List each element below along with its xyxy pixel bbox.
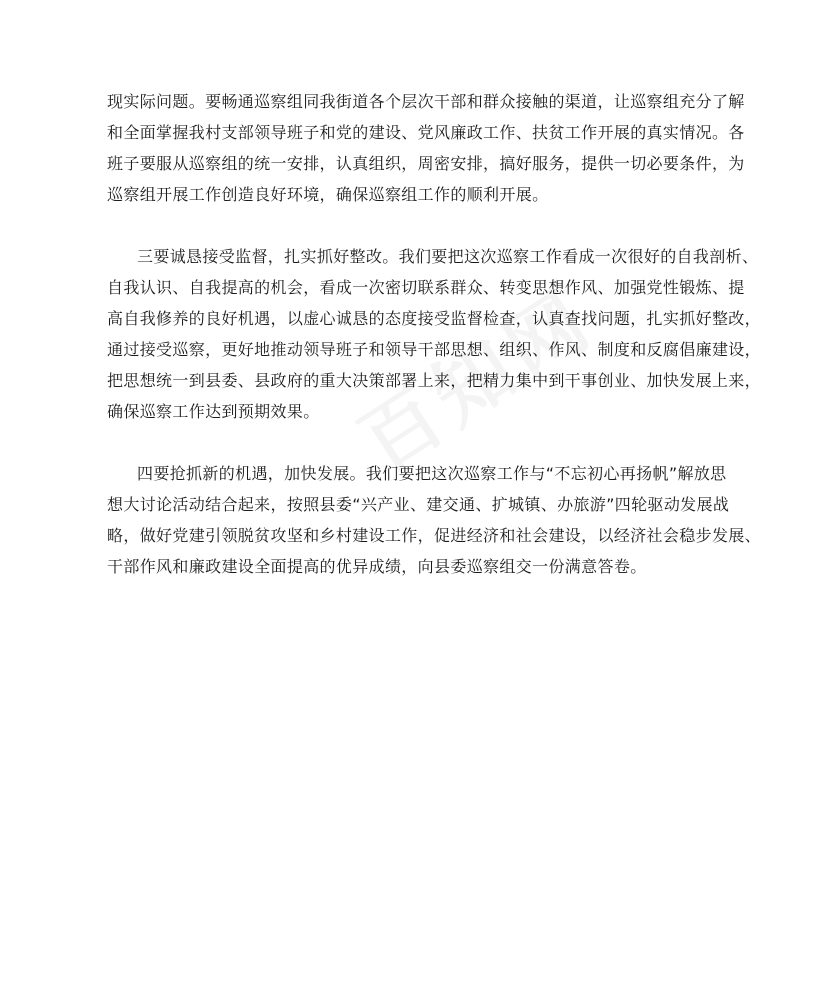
paragraph-development xyxy=(107,458,762,582)
text-line: 自我认识、自我提高的机会，看成一次密切联系群众、转变思想作风、加强党性锻炼、提 xyxy=(107,278,745,297)
text-line: 想大讨论活动结合起来，按照县委“兴产业、建交通、扩城镇、办旅游”四轮驱动发展战 xyxy=(107,495,730,514)
text-line: 巡察组开展工作创造良好环境，确保巡察组工作的顺利开展。 xyxy=(107,185,549,204)
document-body xyxy=(107,86,762,582)
text-line: 干部作风和廉政建设全面提高的优异成绩，向县委巡察组交一份满意答卷。 xyxy=(107,557,647,576)
text-line: 高自我修养的良好机遇，以虚心诚恳的态度接受监督检查，认真查找问题，扎实抓好整改， xyxy=(107,309,762,328)
text-line: 通过接受巡察，更好地推动领导班子和领导干部思想、组织、作风、制度和反腐倡廉建设， xyxy=(107,340,762,359)
text-line: 三要诚恳接受监督，扎实抓好整改。我们要把这次巡察工作看成一次很好的自我剖析、 xyxy=(137,247,759,266)
paragraph-continuation xyxy=(107,86,745,210)
text-line: 确保巡察工作达到预期效果。 xyxy=(107,402,320,421)
paragraph-supervision xyxy=(107,241,762,427)
text-line: 略，做好党建引领脱贫攻坚和乡村建设工作，促进经济和社会建设，以经济社会稳步发展、 xyxy=(107,526,762,545)
text-line: 班子要服从巡察组的统一安排，认真组织，周密安排，搞好服务，提供一切必要条件，为 xyxy=(107,154,745,173)
text-line: 把思想统一到县委、县政府的重大决策部署上来，把精力集中到干事创业、加快发展上来， xyxy=(107,371,762,390)
text-line: 和全面掌握我村支部领导班子和党的建设、党风廉政工作、扶贫工作开展的真实情况。各 xyxy=(107,123,745,142)
paragraph-gap xyxy=(107,427,725,458)
text-line: 现实际问题。要畅通巡察组同我街道各个层次干部和群众接触的渠道，让巡察组充分了解 xyxy=(107,92,745,111)
text-line: 四要抢抓新的机遇，加快发展。我们要把这次巡察工作与“不忘初心再扬帆”解放思 xyxy=(137,464,727,483)
paragraph-gap xyxy=(107,210,725,241)
